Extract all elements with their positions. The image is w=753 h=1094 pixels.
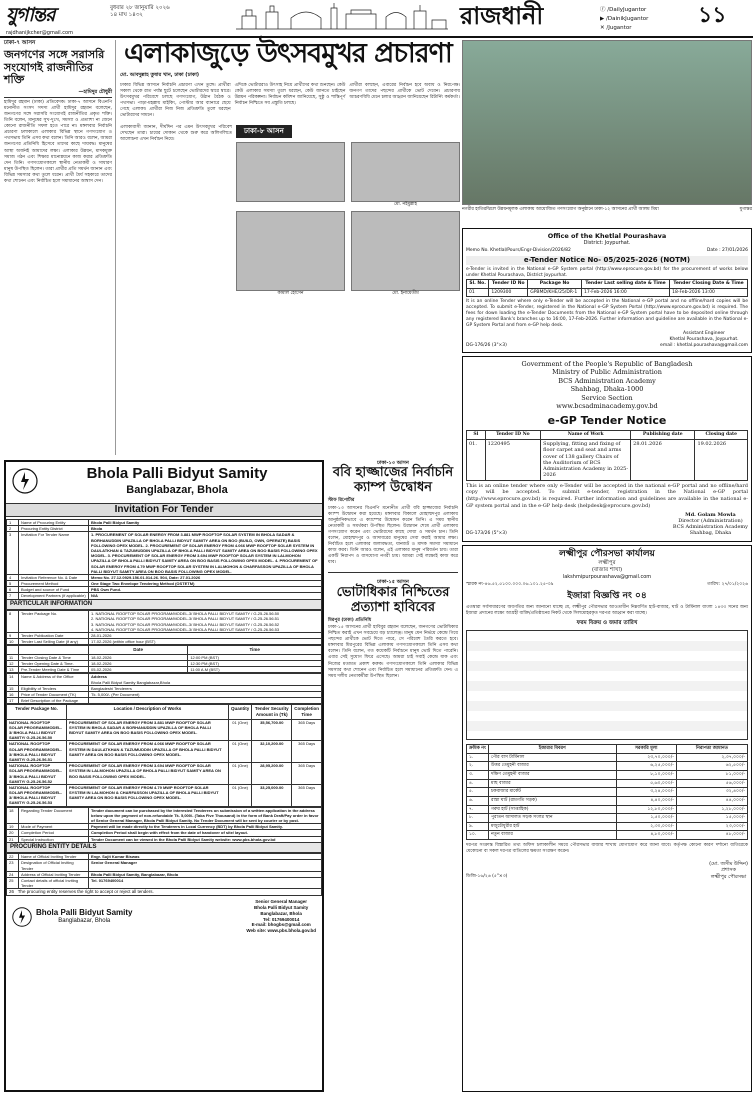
package-2: 2. NATIONAL ROOFTOP SOLAR PROGRAM/MODEL-3/ BHOLA PALLI BIDYUT SAMITY / G-25-26.56.51 [91, 616, 280, 622]
bhola-logo-icon [12, 468, 38, 494]
lakshmipur-heading: ইজারা বিজ্ঞপ্তি নং ০৪ [567, 590, 647, 601]
col-tender-id: Tender ID No [489, 279, 528, 288]
bhola-key-info-table [6, 519, 322, 600]
bhola-title: Bhola Palli Bidyut Samity [86, 465, 268, 482]
lakshmipur-sub: লক্ষ্মীপুর [598, 560, 616, 567]
lease-row: ৮. পুরাতন আদালত সড়ক সংলগ্ন স্থান ১,৫০,০০০/- ১৫,০০০/- [467, 814, 748, 823]
col-package: Package No [528, 279, 582, 288]
khetlal-intro: e-Tender is invited in the National e-GP System portal (http://www.eprocure.gov.bd) for the procurement of works below under Khetlal Pourashava, District Joypurhat. [466, 266, 748, 278]
khetlal-tender-notice [462, 228, 752, 353]
khetlal-email: email : khetlal.pourashava@gmail.com [660, 342, 748, 348]
caption-3: মো. ইনায়েতীম [392, 291, 419, 297]
lakshmipur-dg: ডিজি-১৬/২৬ (৫"×৩) [466, 874, 508, 880]
info-row: 3 Invitation For Tender Name 1. PROCUREMENT OF SOLAR ENERGY FROM 3.881 MWP ROOFTOP SOLAR SYSTEM IN BHOLA SADAR & BORHANUDDIN UPAZILLA OF BHOLA PALLI BIDYUT SAMITY AREA ON BOO (BUILD, OWN, OPERATE) BASIS FOLLOWING OPEX MODEL. 2. PROCUREMENT OF SOLAR ENERGY FROM 4.066 MWP ROOFTOP SOLAR SYSTEM IN DAULATKHAN & TAZUMUDDIN UPAZILLA OF BHOLA PALLI BIDYUT SAMITY AREA ON BOO BASIS FOLLOWING OPEX MODEL. 3. PROCUREMENT OF SOLAR ENERGY FROM 3.694 MWP ROOFTOP SOLAR SYSTEM IN LALMOHON UPAZILLA OF BHOLA PALLI BIDYUT SAMITY AREA ON BOO BASIS FOLLOWING OPEX MODEL. 4. PROCUREMENT OF SOLAR ENERGY FROM 4.79 MWP ROOFTOP SOLAR SYSTEM IN LALMOHON & CHARFASSON UPAZILLA OF BHOLA PALLI BIDYUT SAMITY AREA ON BOO BASIS FOLLOWING OPEX MODEL. [7, 532, 322, 575]
khetlal-dg: DG-176/26 (3"×3) [466, 342, 507, 348]
bhola-sig-5: E-mail: bhogbs@gmail.com [251, 922, 311, 928]
story-byline: —হামিদুর চৌধুরী [78, 88, 112, 95]
candidate-photo-1 [236, 142, 345, 202]
khetlal-date: Date : 27/01/2026 [706, 248, 748, 254]
constituency-label: ঢাকা-৮ আসন [236, 125, 292, 138]
khetlal-body: It is an online Tender where only e-Tender will be accepted in the National e-GP portal and no offline/hard copies will be accepted. To submit e-Tender, registered in the National e-GP System Portal (http://www.eprocure.gov.bd) is required. The fees for down loading the e-Tender Documents from the National e-GP System portal have to be deposited online through any registered Bank's branches up to 16:00, 17-Feb-2026. Further information and guideline are available in the National e-GP System Portal and from e-GP help desk. [466, 299, 748, 329]
mid-column [328, 460, 458, 1092]
candidate-photo-2 [351, 142, 460, 202]
info-row: 6 Budget and source of Fund PBS Own Fund. [7, 587, 322, 593]
bcs-line-3: BCS Administration Academy [558, 376, 656, 385]
mid2-body: ঢাকা-১৫ আসনের প্রার্থী হাবিবুর রহমান বলেছেন, জনগণের ভোটাধিকার নিশ্চিত করাই এখন সবচেয়ে বড় চ্যালেঞ্জ। মানুষ যেন নির্ভয়ে কেন্দ্রে গিয়ে পছন্দের প্রার্থীকে ভোট দিতে পারে, সে পরিবেশ তৈরি করতে হবে। মঙ্গলবার মিরপুরের বিভিন্ন এলাকায় গণসংযোগকালে তিনি এসব কথা বলেন। তিনি বলেন, গত কয়েকটি নির্বাচনে মানুষ ভোট দিতে পারেনি। এবার সেই সুযোগ ফিরে এসেছে। আমরা চাই সবাই কেন্দ্রে যাক এবং নিজের মতামত প্রকাশ করুক। গণসংযোগকালে তিনি এলাকার বিভিন্ন সমস্যার কথা শোনেন এবং নির্বাচিত হলে সমাধানের প্রতিশ্রুতি দেন। এ সময় দলীয় নেতাকর্মীরা উপস্থিত ছিলেন। [328, 625, 458, 679]
info-row: 5 Procurement Method One Stage Two Envelope Tendering Method (OSTETM) [7, 581, 322, 587]
bhola-note: The procuring entity reserves the right to accept or reject all tenders. [17, 889, 154, 895]
issue-date [110, 5, 170, 20]
lease-row: ৩. দক্ষিণ তেমুহনী বাজার ৮,১০,০০০/- ৮১,০০০/- [467, 771, 748, 780]
bhola-office-table: 14 Name & Address of the Office Address Bhola Palli Bidyut Samity Banglabazar,Bhola 15 Eligibility of Tenders Bangladeshi Tenderers 16 Price of Tender Document (TK) Tk. 5,000/- (Per Document) 17 Brief Description of the Package [6, 673, 322, 704]
khetlal-district: District: Joypurhat. [583, 240, 631, 247]
official-row: 23 Designation of Official Inviting Tender Senior General Manager [7, 860, 322, 871]
info-row: 7 Development Partners (if applicable) N/A [7, 593, 322, 599]
lease-row: ১. পৌর বাস টার্মিনাল ২৩,৭০,০০০/- ২,৩৭,০০০/- [467, 753, 748, 762]
lease-row: ৪. মাছ বাজার ৫,৬০,০০০/- ৫৬,০০০/- [467, 779, 748, 788]
bhola-official-header: PROCURING ENTITY DETAILS [6, 843, 322, 854]
lakshmipur-lease-notice [462, 545, 752, 1092]
bhola-dates-table: Date Time 11 Tender Closing Date & Time 18-02-2026 12:00 PM (BST) 12 Tender Opening Date & Time. 18-02-2026 12:30 PM (BST) 13 Pre-Tender Meeting Date & Time 05-02-2026 11:00 A.M (BST) [6, 645, 322, 673]
khetlal-signer: Assistant Engineer [683, 331, 726, 337]
official-row: 25 Contact details of official Inviting Tender Tel. 01769400014 [7, 878, 322, 889]
lakshmipur-branch: (বাজার শাখা) [591, 567, 623, 574]
lakshmipur-email: lakshmipurpourashava@gmail.com [562, 574, 652, 580]
lakshmipur-body: এতদ্বারা সর্বসাধারণের অবগতির জন্য জানানো যাচ্ছে যে, লক্ষ্মীপুর পৌরসভার আওতাধীন নিম্নবর্ণিত হাট-বাজার, ঘাট ও টার্মিনাল বাংলা ১৪৩৩ সনের জন্য ইজারা প্রদানের লক্ষ্যে আগ্রহী ব্যক্তি/প্রতিষ্ঠানের নিকট থেকে সিলমোহরকৃত দরপত্র আহ্বান করা যাচ্ছে। [466, 605, 748, 617]
left-story [4, 40, 116, 455]
desk-email[interactable]: rajdhanijkcher@gmail.com [6, 30, 73, 36]
bcs-table: Sl Tender ID No Name of Work Publishing date Closing date 01. 1220495 Supplying, fitting and fixing of floor carpet and seat and arms cover of 138 gallery Chairs of the Auditorium of BCS Administration Academy in 2025-2026 28.01.2026 19.02.2026 [466, 430, 748, 480]
main-story [120, 40, 460, 455]
table-row: 01. 1220495 Supplying, fitting and fixing of floor carpet and seat and arms cover of 138 gallery Chairs of the Auditorium of BCS Administration Academy in 2025-2026 28.01.2026 19.02.2026 [467, 440, 748, 481]
main-byline: মো. আবদুল্লাহ তুষার খান, ঢাকা (ঢাকা) [120, 72, 200, 79]
bhola-footer-logo-icon [12, 907, 32, 927]
bcs-office: BCS Administration Academy [672, 524, 748, 530]
bhola-official-table [6, 853, 322, 889]
package-row: NATIONAL ROOFTOP SOLAR PROGRAM/MODEL-3/ BHOLA PALLI BIDYUT SAMITY/ G-25-26.56.50 PROCUREMENT OF SOLAR ENERGY FROM 3.881 MWP ROOFTOP SOLAR SYSTEM IN BHOLA SADAR & BORHANUDDIN UPAZILLA OF BHOLA PALLI BIDYUT SAMITY AREA ON BOO BASIS FOLLOWING OPEX MODEL. 01 (One) 35,56,700.00 365 Days [7, 719, 322, 741]
facebook-handle[interactable]: ⓕ /DailyJugantor [600, 7, 647, 13]
lease-row: ৬. রাস্তা ঘাট (রামগতি সড়ক) ৪,৪০,০০০/- ৪৪,০০০/- [467, 796, 748, 805]
mid1-kicker: ঢাকা-১৩ আসন [377, 460, 409, 466]
bcs-dg: DG-173/26 (5"×3) [466, 530, 507, 536]
bcs-place: Shahbag, Dhaka [689, 530, 732, 537]
story-body: হামিদুর রহমান (ঢাকা) প্রতিবেদক। ঢাকা-৭ আসনে বিএনপি মনোনীত সংসদ সদস্য প্রার্থী হামিদুর রহমান বলেছেন, জনগণের সঙ্গে সরাসরি সংযোগই রাজনীতির প্রকৃত শক্তি। তিনি বলেন, মানুষের সুখ-দুঃখ, সমস্যা ও প্রত্যাশা না জেনে কোনো রাজনীতি সফল হতে পারে না। মঙ্গলবার নির্বাচনি প্রচারণা চলাকালে এলাকার বিভিন্ন স্থানে গণসংযোগ ও পথসভায় তিনি এসব কথা বলেন। তিনি আরও বলেন, আমরা জনগণের প্রতিনিধি হিসেবে তাদের কাছে দায়বদ্ধ। মানুষের আস্থা অর্জনই আমাদের লক্ষ্য। এলাকার উন্নয়ন, মাদকমুক্ত সমাজ গঠন এবং শিক্ষার মানোন্নয়নে কাজ করার প্রতিশ্রুতি দেন তিনি। গণসংযোগকালে স্থানীয় নেতাকর্মী ও সাধারণ মানুষ উপস্থিত ছিলেন। তারা প্রার্থীর প্রতি সমর্থন জানান এবং বিভিন্ন সমস্যার কথা তুলে ধরেন। প্রার্থী ধৈর্য সহকারে তাদের কথা শোনেন এবং নির্বাচিত হলে সমাধানের আশ্বাস দেন। [4, 100, 112, 184]
col-closing: Tender Closing Date & Time [670, 279, 748, 288]
main-body-4: এলাকাবাসী জানান, দীর্ঘদিন পর এমন উৎসবমুখর পরিবেশ দেখছেন তারা। চায়ের দোকান থেকে শুরু করে অলিগলিতে আলোচনা এখন নির্বাচন নিয়ে। [120, 124, 232, 143]
candidate-photo-4 [351, 211, 460, 291]
lakshmipur-office: লক্ষ্মীপুর পৌরসভা [710, 873, 747, 880]
bhola-tender-notice: Bhola Palli Bidyut Samity Banglabazar, Bhola Invitation For Tender 1 Name of Procuring Entity Bhola Palli Bidyut Samity 2 Procuring Entity District Bhola 3 Invitation For Tender Name 1. PROCUREMENT OF SOLAR ENERGY FROM 3.881 MWP ROOFTOP SOLAR SYSTEM IN BHOLA SADAR & BORHANUDDIN UPAZILLA OF BHOLA PALLI BIDYUT SAMITY AREA ON BOO (BUILD, OWN, OPERATE) BASIS FOLLOWING OPEX MODEL. 2. PROCUREMENT OF SOLAR ENERGY FROM 4.066 MWP ROOFTOP SOLAR SYSTEM IN DAULATKHAN & TAZUMUDDIN UPAZILLA OF BHOLA PALLI BIDYUT SAMITY AREA ON BOO BASIS FOLLOWING OPEX MODEL. 3. PROCUREMENT OF SOLAR ENERGY FROM 3.694 MWP ROOFTOP SOLAR SYSTEM IN LALMOHON UPAZILLA OF BHOLA PALLI BIDYUT SAMITY AREA ON BOO BASIS FOLLOWING OPEX MODEL. 4. PROCUREMENT OF SOLAR ENERGY FROM 4.79 MWP ROOFTOP SOLAR SYSTEM IN LALMOHON & CHARFASSON UPAZILLA OF BHOLA PALLI BIDYUT SAMITY AREA ON BOO BASIS FOLLOWING OPEX MODEL. 4 Invitation Reference No. & Date Memo No. 27.12.0929.156.01.014.26. 504, Date: 27.01.2026 5 Procurement Method One Stage Two Envelope Tendering Method (OSTETM) 6 Budget and source of Fund PBS Own Fund. 7 Development Partners (if applicable) N/A PARTICULAR INFORMATION 8 Tender Package No. 1. NATIONAL ROOFTOP SOLAR PROGRAM/MODEL-3/ BHOLA PALLI BIDYUT SAMITY / G-25-26.56.50 2. NATIONAL ROOFTOP SOLAR PROGRAM/MODEL-3/ BHOLA PALLI BIDYUT SAMITY / G-25-26.56.51 3. NATIONAL ROOFTOP SOLAR PROGRAM/MODEL-3/ BHOLA PALLI BIDYUT SAMITY / G-25-26.56.52 4. NATIONAL ROOFTOP SOLAR PROGRAM/MODEL-3/ BHOLA PALLI BIDYUT SAMITY / G-25-26.56.53 9 Tender Publication Date 28-01-2026 10 Tender Last Selling Date (if any) 17-02-2026 (within office hour (BST) Date Time 11 Tender Closing Date & Time 18-02-2026 12:00 PM (BST) 12 Tender Opening Date & Time. 18-02-2026 12:30 PM (BST) 13 Pre-Tender Meeting Date & Time 05-02-2026 11:00 A.M (BST) 14 Name & Address of the Office Address Bhola Palli Bidyut Samity Banglabazar,Bhola 15 Eligibility of Tenders Bangladeshi Tenderers 16 Price of Tender Document (TK) Tk. 5,000/- (Per Document) 17 Brief Description of the Package Tender Package No. Location / Description of Works Quantity Tender Security Amount in (Tk) Completion Time NATIONAL ROOFTOP SOLAR PROGRAM/MODEL-3/ BHOLA PALLI BIDYUT SAMITY/ G-25-26.56.50 PROCUREMENT OF SOLAR ENERGY FROM 3.881 MWP ROOFTOP SOLAR SYSTEM IN BHOLA SADAR & BORHANUDDIN UPAZILLA OF BHOLA PALLI BIDYUT SAMITY AREA ON BOO BASIS FOLLOWING OPEX MODEL. 01 (One) 35,56,700.00 365 Days NATIONAL ROOFTOP SOLAR PROGRAM/MODEL-3/ BHOLA PALLI BIDYUT SAMITY/ G-25-26.56.51 PROCUREMENT OF SOLAR ENERGY FROM 4.066 MWP ROOFTOP SOLAR SYSTEM IN DAULATKHAN & TAZUMUDDIN UPAZILLA OF BHOLA PALLI BIDYUT SAMITY AREA ON BOO BASIS FOLLOWING OPEX MODEL. 01 (One) 32,10,200.00 365 Days NATIONAL ROOFTOP SOLAR PROGRAM/MODEL-3/ BHOLA PALLI BIDYUT SAMITY/ G-25-26.56.52 PROCUREMENT OF SOLAR ENERGY FROM 3.694 MWP ROOFTOP SOLAR SYSTEM IN LALMOHON UPAZILLA OF BHOLA PALLI BIDYUT SAMITY AREA ON BOO BASIS FOLLOWING OPEX MODEL. 01 (One) 28,95,200.00 365 Days NATIONAL ROOFTOP SOLAR PROGRAM/MODEL-3/ BHOLA PALLI BIDYUT SAMITY/ G-25-26.56.53 PROCUREMENT OF SOLAR ENERGY FROM 4.79 MWP ROOFTOP SOLAR SYSTEM IN LALMOHON & CHARFASSON UPAZILLA OF BHOLA PALLI BIDYUT SAMITY AREA ON BOO BASIS FOLLOWING OPEX MODEL. 01 (One) 33,25,000.00 365 Days 18 Regarding Tender Document Tender document can be purchased by the interested Tenderers on submission of a written application in the address below upon the payment of non-refundable Tk. 5,000/- (Taka Five Thousand) in the form of Bank Draft/Pay order in favor of Senior General Manager, Bhola Palli Bidyut Samity. No Tender Document will be sent by courier or by post. 19 Mode of Payment Payment will be made directly to the Tenderers in Local Currency (BDT) by Bhola Palli Bidyut Samity. 20 Completion Period Completion Period shall begin with effect from the date of handover of site/ layout. 21 Special Instruction Tender Document can be viewed in the Bhola Palli Bidyut Samity website: www.pbs.bhola.gov.bd PROCURING ENTITY DETAILS 22 Name of Official Inviting Tender Engr. Sujit Kumar Biswas 23 Designation of Official Inviting Tender Senior General Manager 24 Address of Official Inviting Tender Bhola Palli Bidyut Samity, Banglabazar, Bhola 25 Contact details of official Inviting Tender Tel. 01769400014 26 The procuring entity reserves the right to accept or reject all tenders. Bhola Palli Bidyut Samity Banglabazar, Bhola Senior General Manager Bhola Palli Bidyut Samity Banglabazar, Bhola Tel: 01769400014 E-mail: bhogbs@gmail.com Web site: www.pbs.bhola.gov.bd [4, 460, 324, 1092]
youtube-icon: ▶ [600, 15, 606, 22]
bcs-website[interactable]: www.bcsadminacademy.gov.bd [556, 402, 658, 411]
bhola-packages-table: 8 Tender Package No. 1. NATIONAL ROOFTOP SOLAR PROGRAM/MODEL-3/ BHOLA PALLI BIDYUT SAMITY / G-25-26.56.50 2. NATIONAL ROOFTOP SOLAR PROGRAM/MODEL-3/ BHOLA PALLI BIDYUT SAMITY / G-25-26.56.51 3. NATIONAL ROOFTOP SOLAR PROGRAM/MODEL-3/ BHOLA PALLI BIDYUT SAMITY / G-25-26.56.52 4. NATIONAL ROOFTOP SOLAR PROGRAM/MODEL-3/ BHOLA PALLI BIDYUT SAMITY / G-25-26.56.53 9 Tender Publication Date 28-01-2026 10 Tender Last Selling Date (if any) 17-02-2026 (within office hour (BST) [6, 610, 322, 645]
youtube-handle[interactable]: ▶ /DainikJugantor [600, 15, 649, 22]
bcs-line-2: Ministry of Public Administration [552, 368, 662, 377]
lease-row: ১০. নতুন বাজার ৪,৮০,০০০/- ৪৮,০০০/- [467, 831, 748, 840]
khetlal-title: Office of the Khetlal Pourashava [547, 232, 667, 240]
main-body-2: এদিকে ভোটাররাও উৎসাহ নিয়ে প্রার্থীদের কথা শুনছেন। কেউ কেউ এলাকার সমস্যা তুলে ধরছেন, কেউ জানতে চাইছেন উন্নয়ন পরিকল্পনা। নির্বাচন কমিশন জানিয়েছে, সুষ্ঠু ও শান্তিপূর্ণ নির্বাচন নিশ্চিতে সব প্রস্তুতি চলছে। [234, 82, 346, 106]
khetlal-memo: Memo No. Khetlal/Pours/Engr-Division/2026/82 [466, 248, 571, 254]
package-row: NATIONAL ROOFTOP SOLAR PROGRAM/MODEL-3/ BHOLA PALLI BIDYUT SAMITY/ G-25-26.56.52 PROCUREMENT OF SOLAR ENERGY FROM 3.694 MWP ROOFTOP SOLAR SYSTEM IN LALMOHON UPAZILLA OF BHOLA PALLI BIDYUT SAMITY AREA ON BOO BASIS FOLLOWING OPEX MODEL. 01 (One) 28,95,200.00 365 Days [7, 763, 322, 785]
main-headline: এলাকাজুড়ে উৎসবমুখর প্রচারণা [124, 38, 452, 69]
info-row: 1 Name of Procuring Entity Bhola Palli Bidyut Samity [7, 520, 322, 526]
bhola-footer-name: Bhola Palli Bidyut Samity [36, 907, 133, 917]
mid1-byline: স্টাফ রিপোর্টার [328, 498, 355, 504]
package-3: 3. NATIONAL ROOFTOP SOLAR PROGRAM/MODEL-3/ BHOLA PALLI BIDYUT SAMITY / G-25-26.56.52 [91, 621, 280, 627]
bcs-line-5: Service Section [581, 393, 633, 402]
bhola-particular-header: PARTICULAR INFORMATION [6, 600, 322, 611]
newspaper-logo: যুগান্তর [6, 4, 55, 26]
caption-2: কামাল হোসেন [277, 291, 304, 297]
city-skyline-icon [236, 2, 448, 30]
mid1-body: ঢাকা-১৩ আসনের বিএনপি মনোনীত প্রার্থী ববি হাজ্জাজের নির্বাচনি ক্যাম্প উদ্বোধন করা হয়েছে। মঙ্গলবার বিকালে মোহাম্মদপুর এলাকায় আনুষ্ঠানিকভাবে এ ক্যাম্পের উদ্বোধন করেন তিনি। এ সময় স্থানীয় নেতাকর্মী ও সমর্থকরা উপস্থিত ছিলেন। উদ্বোধন শেষে প্রার্থী এলাকায় গণসংযোগ করেন এবং ভোটারদের কাছে দোয়া ও সমর্থন চান। তিনি বলেন, মোহাম্মদপুর ও আদাবরের মানুষের সেবা করাই আমার লক্ষ্য। নির্বাচিত হলে এলাকার জলাবদ্ধতা, যানজট ও মাদক সমস্যা সমাধানে কাজ করব। তিনি আরও বলেন, এই এলাকার মানুষ পরিবর্তন চায়। তারা একটি নিরাপদ ও বাসযোগ্য নগরী চায়। আমরা সেই লক্ষ্যেই কাজ করে যাব। [328, 505, 458, 566]
bhola-sig-3: Banglabazar, Bhola [260, 910, 302, 916]
main-body-3: প্রার্থীরা বলছেন, এবারের নির্বাচন হবে অবাধ ও নিরপেক্ষ। জনগণ তাদের পছন্দের প্রার্থীকে ভোট দেবেন। প্রচারণায় আচরণবিধি মেনে চলার আহ্বান জানিয়েছেন রিটার্নিং কর্মকর্তা। [349, 82, 461, 100]
bhola-subtitle: Banglabazar, Bhola [126, 483, 228, 496]
mid2-kicker: ঢাকা-১৫ আসন [377, 579, 409, 586]
bcs-designation: Director (Administration) [678, 517, 743, 524]
section-title: রাজধানী [460, 1, 544, 30]
lakshmipur-subheading: ফরম বিক্রয় ও জমার তারিখ [576, 620, 638, 627]
bhola-banner: Invitation For Tender [6, 503, 322, 518]
lakshmipur-signer: (মো. জসীম উদ্দিন) [709, 861, 748, 868]
official-row: 22 Name of Official Inviting Tender Engr. Sujit Kumar Biswas [7, 854, 322, 860]
lease-row: ৯. মজুচৌধুরীর হাট ২,৩০,০০০/- ২৩,০০০/- [467, 822, 748, 831]
official-row: 24 Address of Official Inviting Tender Bhola Palli Bidyut Samity, Banglabazar, Bhola [7, 871, 322, 877]
package-4: 4. NATIONAL ROOFTOP SOLAR PROGRAM/MODEL-3/ BHOLA PALLI BIDYUT SAMITY / G-25-26.56.53 [91, 626, 280, 632]
mid2-byline: মিরপুর (ঢাকা) প্রতিনিধি [328, 617, 372, 623]
bhola-sig-6: Web site: www.pbs.bhola.gov.bd [246, 928, 316, 934]
rally-photo [462, 40, 752, 205]
masthead [0, 0, 753, 38]
bhola-sig-4: Tel: 01769400014 [262, 916, 300, 922]
news-photo-block [462, 40, 752, 225]
bhola-package-detail-table: Tender Package No. Location / Description of Works Quantity Tender Security Amount in (Tk) Completion Time NATIONAL ROOFTOP SOLAR PROGRAM/MODEL-3/ BHOLA PALLI BIDYUT SAMITY/ G-25-26.56.50 PROCUREMENT OF SOLAR ENERGY FROM 3.881 MWP ROOFTOP SOLAR SYSTEM IN BHOLA SADAR & BORHANUDDIN UPAZILLA OF BHOLA PALLI BIDYUT SAMITY AREA ON BOO BASIS FOLLOWING OPEX MODEL. 01 (One) 35,56,700.00 365 Days NATIONAL ROOFTOP SOLAR PROGRAM/MODEL-3/ BHOLA PALLI BIDYUT SAMITY/ G-25-26.56.51 PROCUREMENT OF SOLAR ENERGY FROM 4.066 MWP ROOFTOP SOLAR SYSTEM IN DAULATKHAN & TAZUMUDDIN UPAZILLA OF BHOLA PALLI BIDYUT SAMITY AREA ON BOO BASIS FOLLOWING OPEX MODEL. 01 (One) 32,10,200.00 365 Days NATIONAL ROOFTOP SOLAR PROGRAM/MODEL-3/ BHOLA PALLI BIDYUT SAMITY/ G-25-26.56.52 PROCUREMENT OF SOLAR ENERGY FROM 3.694 MWP ROOFTOP SOLAR SYSTEM IN LALMOHON UPAZILLA OF BHOLA PALLI BIDYUT SAMITY AREA ON BOO BASIS FOLLOWING OPEX MODEL. 01 (One) 28,95,200.00 365 Days NATIONAL ROOFTOP SOLAR PROGRAM/MODEL-3/ BHOLA PALLI BIDYUT SAMITY/ G-25-26.56.53 PROCUREMENT OF SOLAR ENERGY FROM 4.79 MWP ROOFTOP SOLAR SYSTEM IN LALMOHON & CHARFASSON UPAZILLA OF BHOLA PALLI BIDYUT SAMITY AREA ON BOO BASIS FOLLOWING OPEX MODEL. 01 (One) 33,25,000.00 365 Days [6, 704, 322, 806]
caption-1: মো. নইমুল্লাহ [394, 201, 417, 207]
package-row: NATIONAL ROOFTOP SOLAR PROGRAM/MODEL-3/ BHOLA PALLI BIDYUT SAMITY/ G-25-26.56.53 PROCUREMENT OF SOLAR ENERGY FROM 4.79 MWP ROOFTOP SOLAR SYSTEM IN LALMOHON & CHARFASSON UPAZILLA OF BHOLA PALLI BIDYUT SAMITY AREA ON BOO BASIS FOLLOWING OPEX MODEL. 01 (One) 33,25,000.00 365 Days [7, 784, 322, 806]
khetlal-office: Khetlal Pourashava, Joypurhat. [669, 337, 739, 343]
lakshmipur-memo: স্মারক নং-৪৬.৫২.৫১০০.০০০.০৬.১০১.২৫-৩৯ [466, 582, 554, 588]
date-gregorian: বুধবার ২৮ জানুয়ারি ২০২৬ [110, 5, 170, 11]
bcs-body: This is an online tender where only e-Tender will be accepted in the national e-GP portal and no offline/hard copy will be accepted. To submit e-tender, registration in the National e-GP portal (http://www.eprocure.gov.bd) is required. Further information and guidelines are available in the national e-GP system portal and in the e-GP help desk (helpdesk@eprocure.gov.bd) [466, 482, 748, 509]
bcs-line-1: Government of the People's Republic of Bangladesh [521, 360, 693, 368]
twitter-handle[interactable]: ✕ /Jugantor [600, 24, 632, 31]
mid1-headline: ববি হাজ্জাজের নির্বাচনি ক্যাম্প উদ্বোধন [332, 465, 454, 496]
bcs-title: e-GP Tender Notice [547, 413, 667, 427]
lease-row: ২. উত্তর তেমুহনী বাজার ৬,২৫,০০০/- ৬২,৫০০/- [467, 762, 748, 771]
lease-items-table: ক্রমিক নং ইজারার বিবরণ সরকারি মূল্য নিরাপত্তা জামানত ১. পৌর বাস টার্মিনাল ২৩,৭০,০০০/- ২,৩৭,০০০/- ২. উত্তর তেমুহনী বাজার ৬,২৫,০০০/- ৬২,৫০০/- ৩. দক্ষিণ তেমুহনী বাজার ৮,১০,০০০/- ৮১,০০০/- ৪. মাছ বাজার ৫,৬০,০০০/- ৫৬,০০০/- ৫. চকবাজার মার্কেট ৩,২৪,০০০/- ৩২,৪০০/- ৬. রাস্তা ঘাট (রামগতি সড়ক) ৪,৪০,০০০/- ৪৪,০০০/- ৭. গরুর হাট (সাপ্তাহিক) ১২,৮০,০০০/- ১,২৮,০০০/- ৮. পুরাতন আদালত সড়ক সংলগ্ন স্থান ১,৫০,০০০/- ১৫,০০০/- ৯. মজুচৌধুরীর হাট ২,৩০,০০০/- ২৩,০০০/- ১০. নতুন বাজার ৪,৮০,০০০/- ৪৮,০০০/- [466, 744, 748, 840]
date-bengali: ১৪ মাঘ ১৪৩২ [110, 12, 143, 19]
lease-row: ৫. চকবাজার মার্কেট ৩,২৪,০০০/- ৩২,৪০০/- [467, 788, 748, 797]
package-row: NATIONAL ROOFTOP SOLAR PROGRAM/MODEL-3/ BHOLA PALLI BIDYUT SAMITY/ G-25-26.56.51 PROCUREMENT OF SOLAR ENERGY FROM 4.066 MWP ROOFTOP SOLAR SYSTEM IN DAULATKHAN & TAZUMUDDIN UPAZILLA OF BHOLA PALLI BIDYUT SAMITY AREA ON BOO BASIS FOLLOWING OPEX MODEL. 01 (One) 32,10,200.00 365 Days [7, 741, 322, 763]
lakshmipur-title: লক্ষ্মীপুর পৌরসভা কার্যালয় [559, 549, 655, 559]
khetlal-table [466, 279, 748, 297]
social-handles [600, 6, 648, 32]
bhola-footer-place: Banglabazar, Bhola [58, 917, 111, 924]
table-row: 01 1209300 GPBMD/KHE/25/DR-1 17-Feb-2026 16:00 18-Feb-2026 13:00 [467, 288, 748, 297]
lakshmipur-footer: দরপত্র সংক্রান্ত বিস্তারিত তথ্য অফিস চলাকালীন সময়ে পৌরসভার বাজার শাখায় যোগাযোগ করে জানা যাবে। কর্তৃপক্ষ কোনো কারণ দর্শানো ব্যতিরেকে যেকোনো বা সকল দরপত্র বাতিলের ক্ষমতা সংরক্ষণ করেন। [466, 843, 748, 855]
twitter-icon: ✕ [600, 24, 607, 31]
facebook-icon: ⓕ [600, 7, 608, 13]
info-row: 2 Procuring Entity District Bhola [7, 526, 322, 532]
schedule-table [466, 630, 748, 740]
bhola-terms-table: 18 Regarding Tender Document Tender document can be purchased by the interested Tenderers on submission of a written application in the address below upon the payment of non-refundable Tk. 5,000/- (Taka Five Thousand) in the form of Bank Draft/Pay order in favor of Senior General Manager, Bhola Palli Bidyut Samity. No Tender Document will be sent by courier or by post. 19 Mode of Payment Payment will be made directly to the Tenderers in Local Currency (BDT) by Bhola Palli Bidyut Samity. 20 Completion Period Completion Period shall begin with effect from the date of handover of site/ layout. 21 Special Instruction Tender Document can be viewed in the Bhola Palli Bidyut Samity website: www.pbs.bhola.gov.bd [6, 807, 322, 843]
lease-row: ৭. গরুর হাট (সাপ্তাহিক) ১২,৮০,০০০/- ১,২৮,০০০/- [467, 805, 748, 814]
candidate-photo-3 [236, 211, 345, 291]
bhola-sig-1: Senior General Manager [255, 899, 308, 904]
bhola-sig-2: Bhola Palli Bidyut Samity [254, 904, 309, 910]
info-row: 4 Invitation Reference No. & Date Memo No. 27.12.0929.156.01.014.26. 504, Date: 27.01.2026 [7, 574, 322, 580]
bcs-tender-notice [462, 356, 752, 542]
lakshmipur-date: তারিখ: ২৭/০১/২০২৬ [707, 582, 748, 588]
lakshmipur-designation: প্রশাসক [721, 867, 737, 874]
package-1: 1. NATIONAL ROOFTOP SOLAR PROGRAM/MODEL-3/ BHOLA PALLI BIDYUT SAMITY / G-25-26.56.50 [91, 611, 280, 617]
photo-caption: নগরীর হাতিরঝিলে উন্নয়নমূলক এলাকায় আয়োজিত গণসংযোগ অনুষ্ঠানে ঢাকা-১২ আসনের প্রার্থী আলম মিয়া [462, 207, 659, 212]
story-kicker: ঢাকা-৭ আসন [4, 40, 36, 46]
bcs-line-4: Shahbag, Dhaka-1000 [570, 385, 644, 394]
bcs-signer: Md. Golam Mowla [685, 511, 736, 518]
main-body-1: ঢাকার বিভিন্ন আসনে নির্বাচনি প্রচারণা এখন তুঙ্গে। প্রার্থীরা সকাল থেকে রাত পর্যন্ত ছুটে চলেছেন ভোটারদের দ্বারে দ্বারে। উৎসবমুখর পরিবেশে চলছে গণসংযোগ, উঠান বৈঠক ও পথসভা। পাড়া-মহল্লায় মাইকিং, পোস্টার আর ব্যানারে ছেয়ে গেছে এলাকা। প্রার্থীরা নিজ নিজ প্রতিশ্রুতি তুলে ধরছেন ভোটারদের সামনে। [120, 82, 231, 118]
col-selling: Tender Last selling date & Time [581, 279, 669, 288]
story-headline: জনগণের সঙ্গে সরাসরি সংযোগই রাজনীতির শক্তি [4, 47, 105, 87]
page-number: ১১ [698, 2, 727, 28]
photo-credit: যুগান্তর [739, 207, 752, 212]
khetlal-tender-title: e-Tender Notice No- 05/2025-2026 (NOTM) [466, 256, 748, 265]
mid2-headline: ভোটাধিকার নিশ্চিতের প্রত্যাশা হাবিবের [336, 584, 450, 615]
col-sl: Sl. No. [467, 279, 489, 288]
